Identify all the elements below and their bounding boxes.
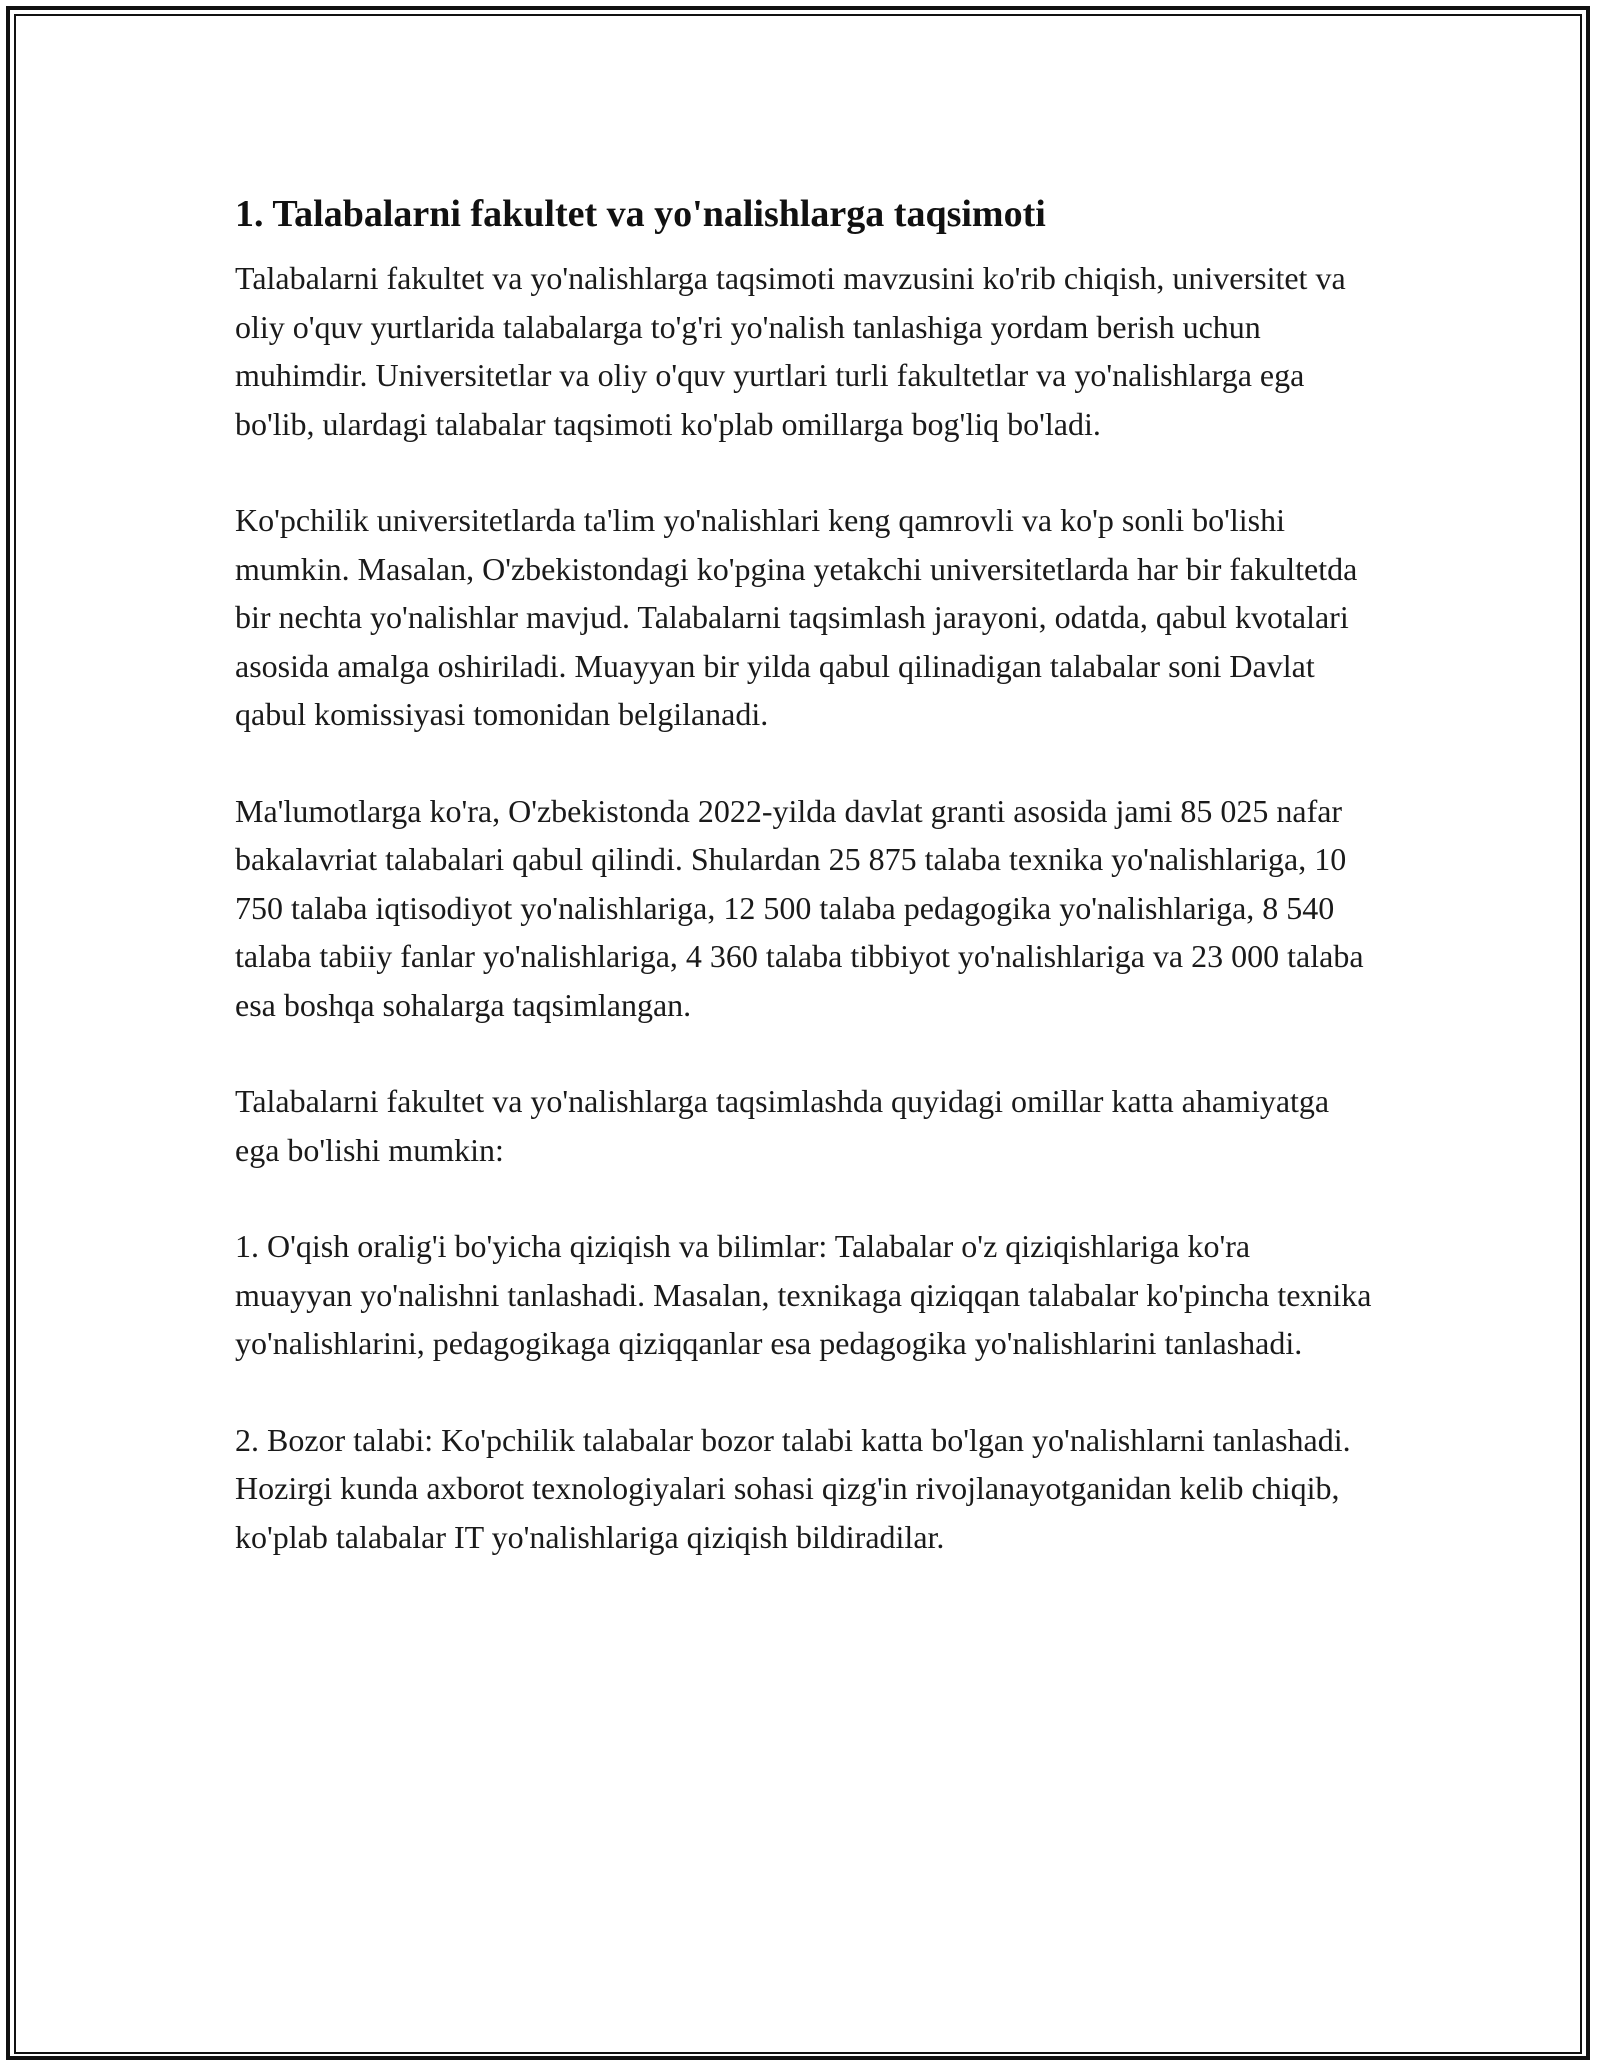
paragraph-intro: Talabalarni fakultet va yo'nalishlarga taqsimoti mavzusini ko'rib chiqish, universitet va oliy o'quv yurtlarida talabalarga to'g'ri yo'nalish tanlashiga yordam berish uchun muhimdir. Universitetlar va oliy o'quv yurtlari turli fakultetlar va yo'nalishlarga ega bo'lib, ulardagi talabalar taqsimoti ko'plab omillarga bog'liq bo'ladi. <box>235 260 1346 442</box>
paragraph-factors-intro: Talabalarni fakultet va yo'nalishlarga taqsimlashda quyidagi omillar katta ahamiyatga ega bo'lishi mumkin: <box>235 1083 1330 1168</box>
list-item-interest: 1. O'qish oralig'i bo'yicha qiziqish va bilimlar: Talabalar o'z qiziqishlariga ko'ra muayyan yo'nalishni tanlashadi. Masalan, texnikaga qiziqqan talabalar ko'pincha texnika yo'nalishlarini, pedagogikaga qiziqqanlar esa pedagogika yo'nalishlarini tanlashadi. <box>235 1228 1372 1361</box>
list-item-market-demand: 2. Bozor talabi: Ko'pchilik talabalar bozor talabi katta bo'lgan yo'nalishlarni tanlashadi. Hozirgi kunda axborot texnologiyalari sohasi qizg'in rivojlanayotganidan kelib chiqib, ko'plab talabalar IT yo'nalishlariga qiziqish bildiradilar. <box>235 1421 1351 1555</box>
document-body <box>235 186 1375 1609</box>
paragraph-directions: Ko'pchilik universitetlarda ta'lim yo'nalishlari keng qamrovli va ko'p sonli bo'lishi mumkin. Masalan, O'zbekistondagi ko'pgina yetakchi universitetlarda har bir fakultetda bir nechta yo'nalishlar mavjud. Talabalarni taqsimlash jarayoni, odatda, qabul kvotalari asosida amalga oshiriladi. Muayyan bir yilda qabul qilinadigan talabalar soni Davlat qabul komissiyasi tomonidan belgilanadi. <box>235 502 1358 732</box>
section-heading: 1. Talabalarni fakultet va yo'nalishlarga taqsimoti <box>235 193 1046 235</box>
paragraph-statistics: Ma'lumotlarga ko'ra, O'zbekistonda 2022-yilda davlat granti asosida jami 85 025 nafar bakalavriat talabalari qabul qilindi. Shulardan 25 875 talaba texnika yo'nalishlariga, 10 750 talaba iqtisodiyot yo'nalishlariga, 12 500 talaba pedagogika yo'nalishlariga, 8 540 talaba tabiiy fanlar yo'nalishlariga, 4 360 talaba tibbiyot yo'nalishlariga va 23 000 talaba esa boshqa sohalarga taqsimlangan. <box>235 792 1364 1023</box>
